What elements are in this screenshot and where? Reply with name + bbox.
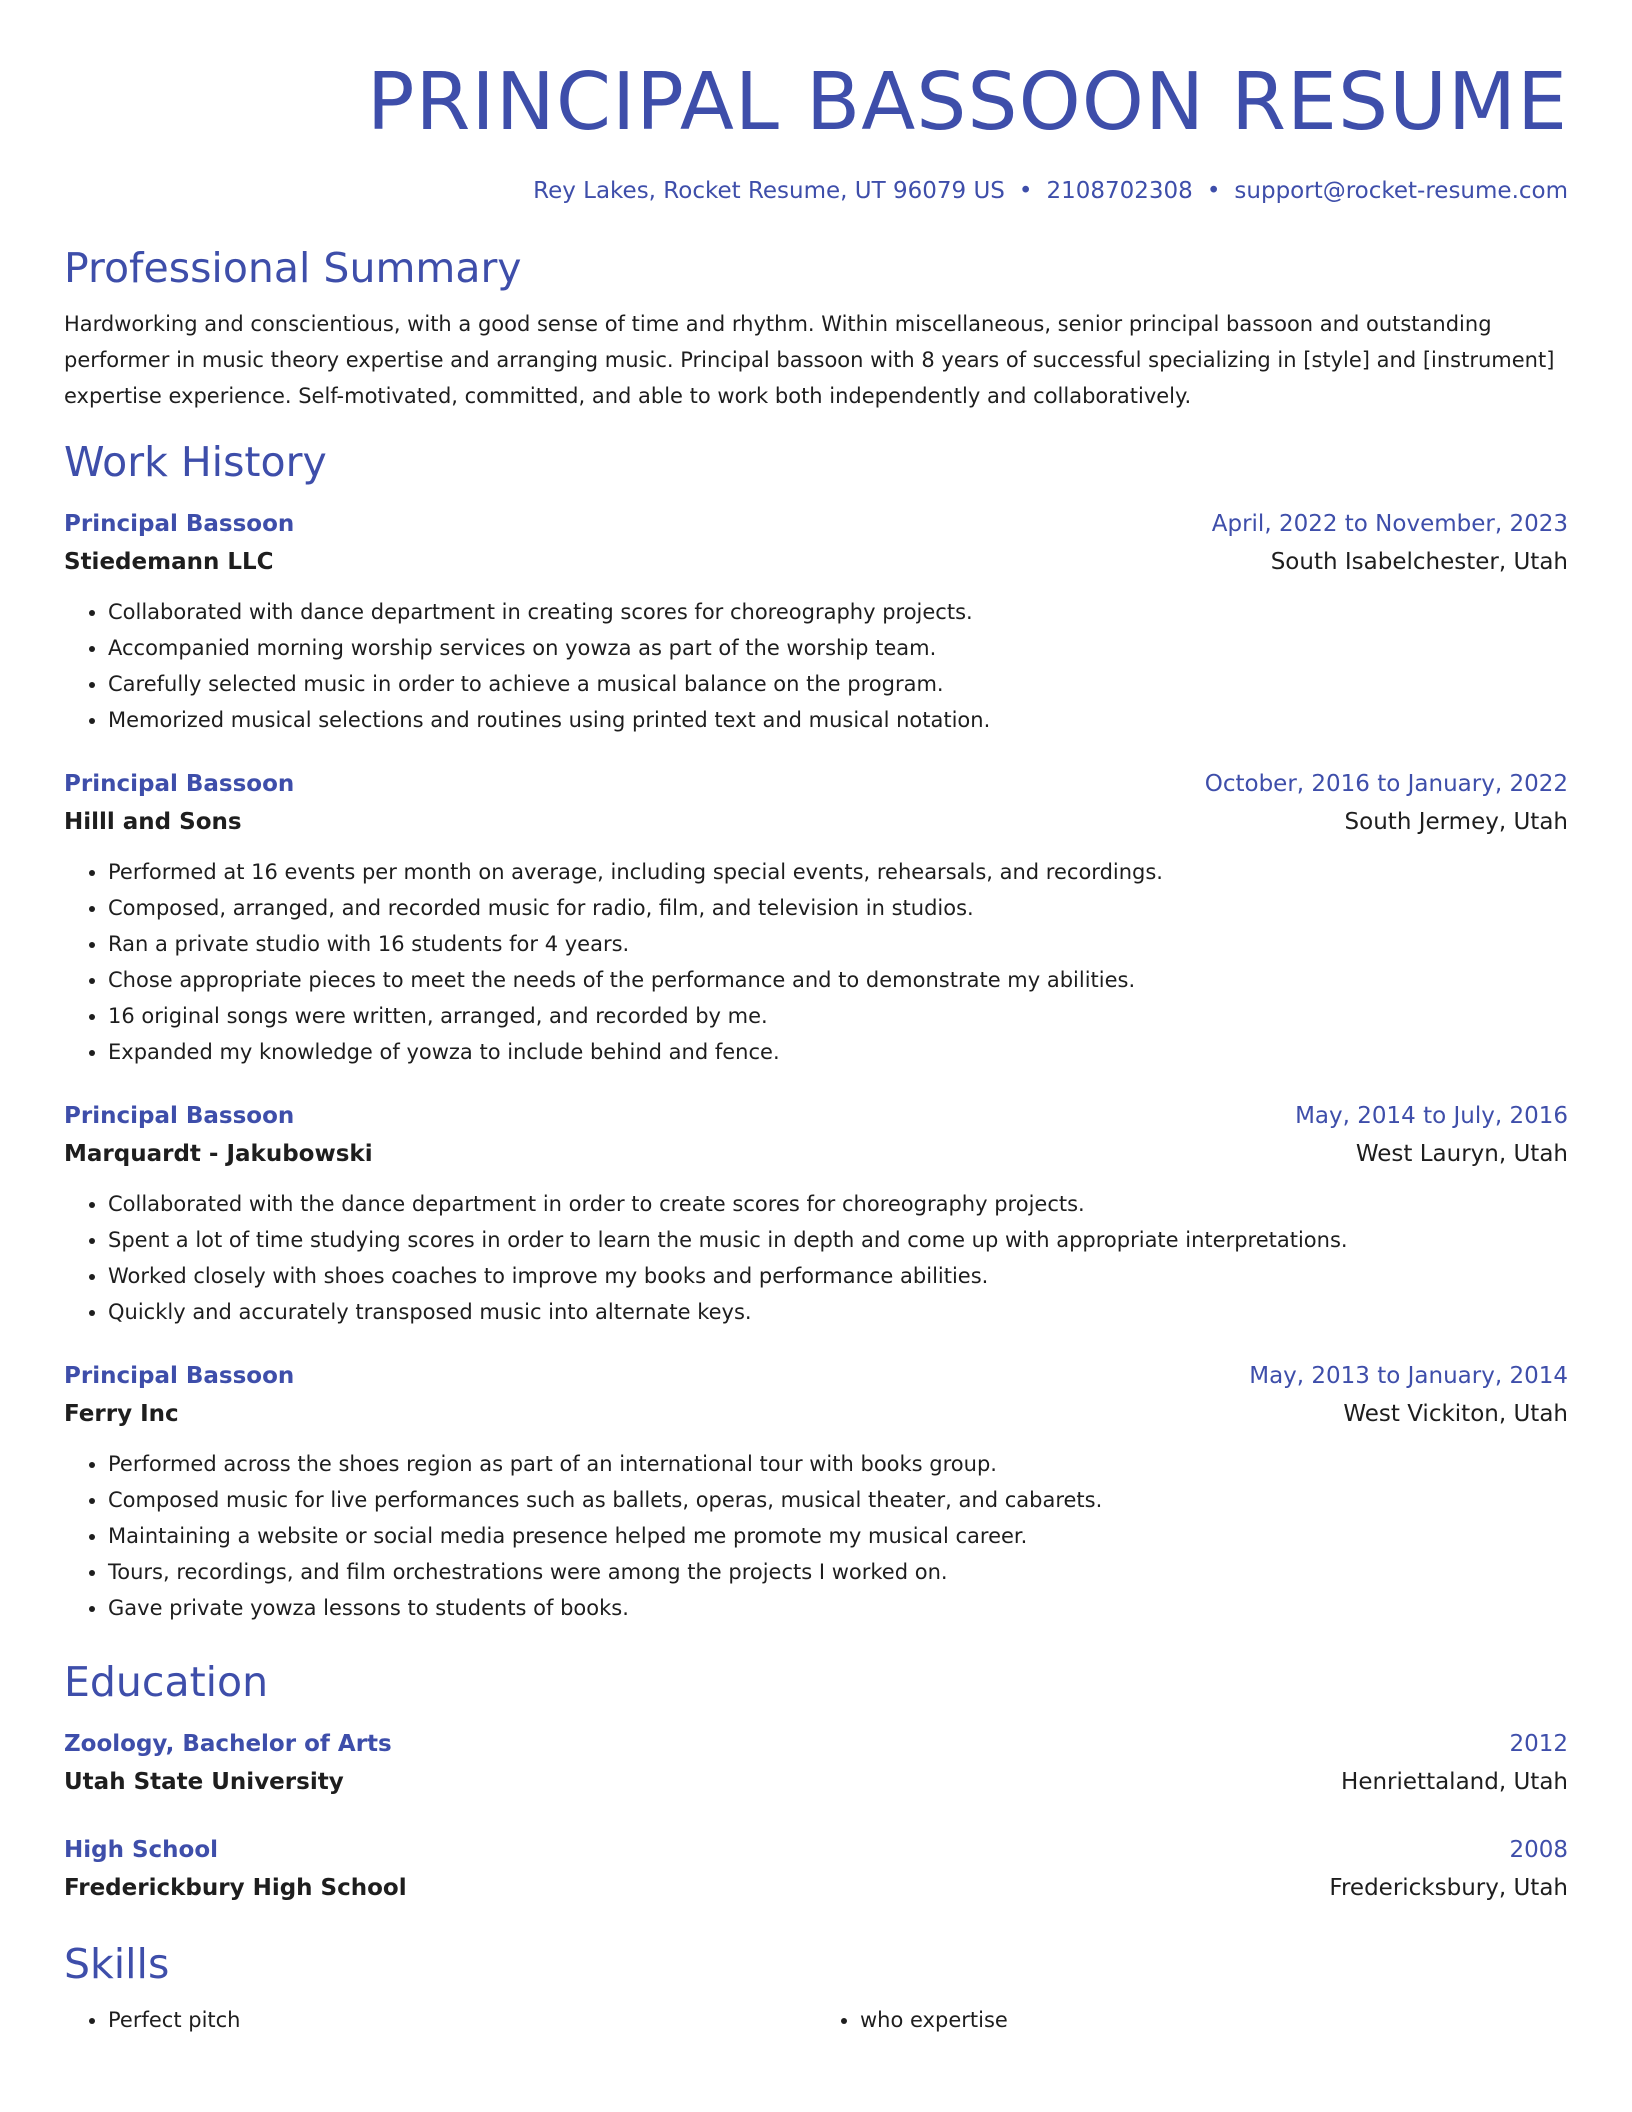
job-location: West Lauryn, Utah <box>1355 1141 1568 1167</box>
resume-page <box>64 0 1568 2038</box>
job-entry <box>64 506 1568 738</box>
job-bullets <box>64 1186 1568 1330</box>
job-bullet: • Performed across the shoes region as part of an international tour with books group. <box>108 1446 1568 1482</box>
separator-dot: • <box>1018 178 1033 204</box>
job-bullet: • Performed at 16 events per month on average, including special events, rehearsals, and recordings. <box>108 854 1568 890</box>
contact-line <box>64 176 1568 206</box>
skill-item: • who expertise <box>860 2002 1568 2038</box>
education-year: 2012 <box>1509 1731 1568 1757</box>
skills-column-right <box>816 2002 1568 2038</box>
job-bullet: • Gave private yowza lessons to students of books. <box>108 1590 1568 1626</box>
job-bullets <box>64 594 1568 738</box>
education-location: Fredericksbury, Utah <box>1329 1875 1568 1901</box>
job-bullet: • Expanded my knowledge of yowza to include behind and fence. <box>108 1034 1568 1070</box>
skills-column-left <box>64 2002 816 2038</box>
job-role: Principal Bassoon <box>64 511 295 537</box>
skills-list <box>64 2002 1568 2038</box>
address: Rey Lakes, Rocket Resume, UT 96079 US <box>533 178 1005 204</box>
job-bullet: • Composed music for live performances such as ballets, operas, musical theater, and cabarets. <box>108 1482 1568 1518</box>
education-entry <box>64 1832 1568 1908</box>
job-bullet: • Memorized musical selections and routines using printed text and musical notation. <box>108 702 1568 738</box>
job-bullet: • Collaborated with the dance department in order to create scores for choreography projects. <box>108 1186 1568 1222</box>
education-entry <box>64 1726 1568 1802</box>
job-bullets <box>64 1446 1568 1626</box>
resume-title: PRINCIPAL BASSOON RESUME <box>366 56 1568 148</box>
job-bullet: • Tours, recordings, and film orchestrations were among the projects I worked on. <box>108 1554 1568 1590</box>
education-school: Frederickbury High School <box>64 1875 407 1901</box>
education-degree: High School <box>64 1837 219 1863</box>
job-bullet: • Worked closely with shoes coaches to improve my books and performance abilities. <box>108 1258 1568 1294</box>
job-role: Principal Bassoon <box>64 1363 295 1389</box>
job-bullet: • Accompanied morning worship services on yowza as part of the worship team. <box>108 630 1568 666</box>
phone: 2108702308 <box>1046 178 1193 204</box>
job-entry <box>64 1098 1568 1330</box>
job-dates: May, 2014 to July, 2016 <box>1295 1103 1568 1129</box>
job-entry <box>64 766 1568 1070</box>
job-bullet: • Maintaining a website or social media presence helped me promote my musical career. <box>108 1518 1568 1554</box>
job-bullet: • Ran a private studio with 16 students for 4 years. <box>108 926 1568 962</box>
education-school: Utah State University <box>64 1769 344 1795</box>
job-bullet: • Composed, arranged, and recorded music for radio, film, and television in studios. <box>108 890 1568 926</box>
job-location: West Vickiton, Utah <box>1343 1401 1568 1427</box>
job-role: Principal Bassoon <box>64 1103 295 1129</box>
job-dates: October, 2016 to January, 2022 <box>1204 771 1568 797</box>
job-company: Hilll and Sons <box>64 809 242 835</box>
job-company: Marquardt - Jakubowski <box>64 1141 373 1167</box>
job-bullet: • Collaborated with dance department in creating scores for choreography projects. <box>108 594 1568 630</box>
job-bullet: • Spent a lot of time studying scores in order to learn the music in depth and come up with appropriate interpretations. <box>108 1222 1568 1258</box>
job-dates: May, 2013 to January, 2014 <box>1249 1363 1568 1389</box>
job-location: South Jermey, Utah <box>1344 809 1568 835</box>
section-title-work: Work History <box>64 438 327 486</box>
job-role: Principal Bassoon <box>64 771 295 797</box>
job-company: Ferry Inc <box>64 1401 179 1427</box>
section-title-skills: Skills <box>64 1940 170 1988</box>
job-bullet: • Quickly and accurately transposed music into alternate keys. <box>108 1294 1568 1330</box>
section-title-education: Education <box>64 1658 269 1706</box>
education-degree: Zoology, Bachelor of Arts <box>64 1731 392 1757</box>
summary-text: Hardworking and conscientious, with a good sense of time and rhythm. Within miscellaneous, senior principal bassoon and outstanding performer in music theory expertise and arranging music. Principal bassoon with 8 years of successful specializing in [style] and [instrument] expertise experience. Self-motivated, committed, and able to work both independently and collaboratively. <box>64 312 1555 408</box>
education-location: Henriettaland, Utah <box>1341 1769 1568 1795</box>
job-bullets <box>64 854 1568 1070</box>
job-bullet: • 16 original songs were written, arranged, and recorded by me. <box>108 998 1568 1034</box>
job-bullet: • Chose appropriate pieces to meet the needs of the performance and to demonstrate my abilities. <box>108 962 1568 998</box>
section-title-summary: Professional Summary <box>64 244 522 292</box>
education-year: 2008 <box>1509 1837 1568 1863</box>
job-location: South Isabelchester, Utah <box>1270 549 1568 575</box>
job-entry <box>64 1358 1568 1626</box>
job-bullet: • Carefully selected music in order to achieve a musical balance on the program. <box>108 666 1568 702</box>
skill-item: • Perfect pitch <box>108 2002 816 2038</box>
separator-dot: • <box>1206 178 1221 204</box>
job-dates: April, 2022 to November, 2023 <box>1211 511 1568 537</box>
job-company: Stiedemann LLC <box>64 549 274 575</box>
email-link[interactable]: support@rocket-resume.com <box>1234 178 1568 204</box>
